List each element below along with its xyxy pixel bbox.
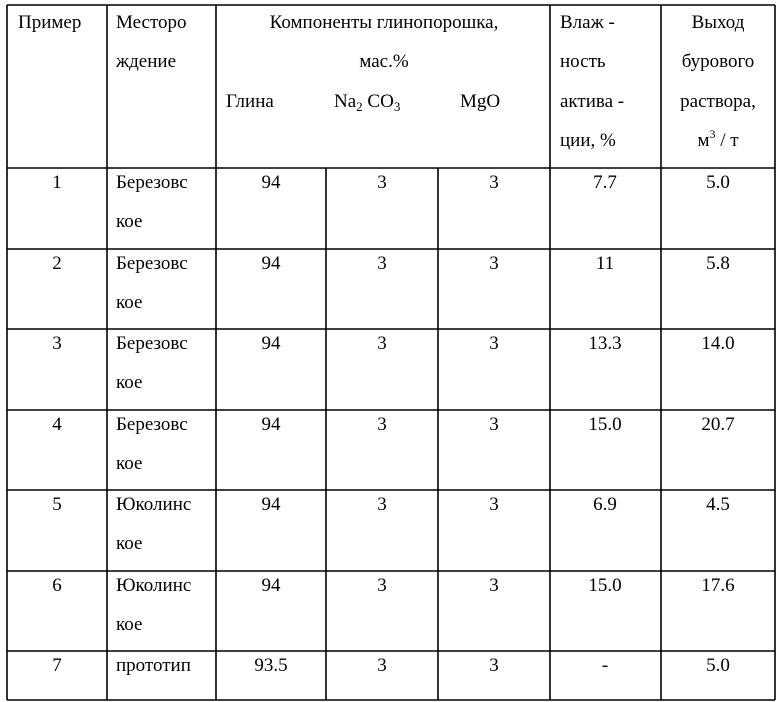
header-components-line1: Компоненты глинопорошка, xyxy=(269,12,499,33)
row-6-deposit-line2: кое xyxy=(116,614,143,635)
header-deposit-line2: ждение xyxy=(116,51,176,72)
row-2-example: 2 xyxy=(52,253,62,274)
row-2-yield: 5.8 xyxy=(706,253,730,274)
header-example: Пример xyxy=(18,12,82,33)
row-7-soda: 3 xyxy=(377,655,387,676)
header-yield-line3: раствора, xyxy=(680,91,756,112)
row-4-yield: 20.7 xyxy=(701,414,735,435)
row-5-soda: 3 xyxy=(377,494,387,515)
header-yield-line2: бурового xyxy=(681,51,755,72)
row-3-mgo: 3 xyxy=(489,333,499,354)
header-moisture-line2: ность xyxy=(560,51,606,72)
row-3-deposit-line2: кое xyxy=(116,372,143,393)
row-6-moisture: 15.0 xyxy=(588,575,622,596)
header-components-line2: мас.% xyxy=(359,51,409,72)
row-4-example: 4 xyxy=(52,414,62,435)
row-3-clay: 94 xyxy=(261,333,281,354)
header-yield-unit: $м^3$ / т xyxy=(697,127,739,151)
row-3-moisture: 13.3 xyxy=(588,333,622,354)
row-1-deposit-line1: Березовс xyxy=(116,172,188,193)
row-4-deposit-line1: Березовс xyxy=(116,414,188,435)
row-2-deposit-line1: Березовс xyxy=(116,253,188,274)
row-5-yield: 4.5 xyxy=(706,494,730,515)
header-moisture-line1: Влаж - xyxy=(560,12,615,33)
row-6-soda: 3 xyxy=(377,575,387,596)
row-4-mgo: 3 xyxy=(489,414,499,435)
row-4-deposit-line2: кое xyxy=(116,453,143,474)
row-3-soda: 3 xyxy=(377,333,387,354)
row-7-example: 7 xyxy=(52,655,62,676)
row-4-soda: 3 xyxy=(377,414,387,435)
row-7-clay: 93.5 xyxy=(254,655,288,676)
row-6-clay: 94 xyxy=(261,575,281,596)
row-7-mgo: 3 xyxy=(489,655,499,676)
row-1-soda: 3 xyxy=(377,172,387,193)
header-mgo: MgO xyxy=(460,91,501,112)
row-5-clay: 94 xyxy=(261,494,281,515)
header-deposit-line1: Месторо xyxy=(116,12,187,33)
header-yield-line1: Выход xyxy=(691,12,745,33)
header-moisture-line4: ции, % xyxy=(560,130,616,151)
row-4-clay: 94 xyxy=(261,414,281,435)
row-5-example: 5 xyxy=(52,494,62,515)
row-6-yield: 17.6 xyxy=(701,575,735,596)
row-1-clay: 94 xyxy=(261,172,281,193)
row-4-moisture: 15.0 xyxy=(588,414,622,435)
row-1-moisture: 7.7 xyxy=(593,172,617,193)
row-1-mgo: 3 xyxy=(489,172,499,193)
row-2-deposit-line2: кое xyxy=(116,292,143,313)
row-6-deposit-line1: Юколинс xyxy=(116,575,192,596)
row-3-example: 3 xyxy=(52,333,62,354)
header-clay: Глина xyxy=(226,91,274,112)
row-2-moisture: 11 xyxy=(595,253,615,274)
row-1-deposit-line2: кое xyxy=(116,211,143,232)
row-7-deposit-line1: прототип xyxy=(116,655,191,676)
row-3-yield: 14.0 xyxy=(701,333,735,354)
row-7-yield: 5.0 xyxy=(706,655,730,676)
row-5-deposit-line1: Юколинс xyxy=(116,494,192,515)
row-6-mgo: 3 xyxy=(489,575,499,596)
row-1-yield: 5.0 xyxy=(706,172,730,193)
row-5-mgo: 3 xyxy=(489,494,499,515)
row-3-deposit-line1: Березовс xyxy=(116,333,188,354)
row-2-mgo: 3 xyxy=(489,253,499,274)
header-moisture-line3: актива - xyxy=(560,91,625,112)
row-2-clay: 94 xyxy=(261,253,281,274)
row-5-moisture: 6.9 xyxy=(593,494,617,515)
header-soda: $Na_2$ $CO_3$ xyxy=(334,91,401,114)
row-7-moisture: - xyxy=(601,655,609,676)
row-1-example: 1 xyxy=(52,172,62,193)
row-2-soda: 3 xyxy=(377,253,387,274)
row-6-example: 6 xyxy=(52,575,62,596)
row-5-deposit-line2: кое xyxy=(116,533,143,554)
